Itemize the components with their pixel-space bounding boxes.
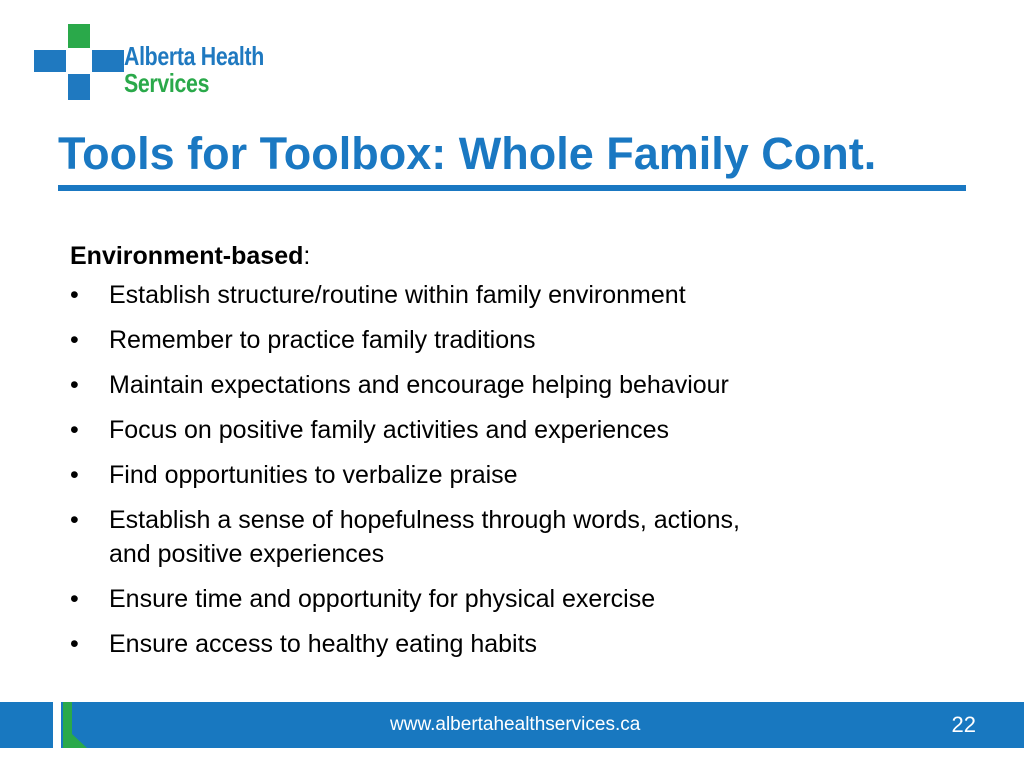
bullet-text: Establish a sense of hopefulness through words, actions, <box>109 506 740 534</box>
bullet-icon: • <box>70 506 79 534</box>
bullet-item <box>70 413 950 447</box>
bullet-item <box>70 582 950 616</box>
footer-bar <box>0 702 1024 748</box>
bullet-icon: • <box>70 416 79 444</box>
brand-name-line-2: Services <box>124 68 210 98</box>
bullet-text: Ensure time and opportunity for physical exercise <box>109 585 656 613</box>
bullet-item <box>70 503 950 571</box>
bullet-icon: • <box>70 630 79 658</box>
footer-accent-shape-icon <box>63 702 87 748</box>
bullet-icon: • <box>70 371 79 399</box>
bullet-icon: • <box>70 461 79 489</box>
bullet-item <box>70 323 950 357</box>
bullet-item <box>70 368 950 402</box>
brand-name-line-1: Alberta Health <box>124 41 264 71</box>
footer-white-stripe <box>53 702 61 748</box>
bullet-text: Focus on positive family activities and experiences <box>109 416 669 444</box>
slide-content <box>70 234 950 672</box>
slide-title: Tools for Toolbox: Whole Family Cont. <box>58 128 877 179</box>
bullet-icon: • <box>70 281 79 309</box>
alberta-health-services-logo-icon <box>34 24 124 100</box>
bullet-list <box>70 278 950 661</box>
bullet-text: Maintain expectations and encourage helping behaviour <box>109 371 729 399</box>
bullet-text: Remember to practice family traditions <box>109 326 536 354</box>
section-heading-colon: : <box>303 242 311 270</box>
bullet-text: Find opportunities to verbalize praise <box>109 461 518 489</box>
bullet-text: Establish structure/routine within family environment <box>109 281 686 309</box>
bullet-text: and positive experiences <box>109 540 385 568</box>
section-heading-label: Environment-based <box>70 242 304 270</box>
bullet-text: Ensure access to healthy eating habits <box>109 630 538 658</box>
footer-url: www.albertahealthservices.ca <box>390 714 641 735</box>
bullet-item <box>70 627 950 661</box>
brand-wordmark <box>124 43 264 97</box>
title-underline <box>58 185 966 191</box>
bullet-item <box>70 458 950 492</box>
bullet-icon: • <box>70 585 79 613</box>
section-heading <box>70 234 950 278</box>
page-number: 22 <box>951 712 976 737</box>
bullet-icon: • <box>70 326 79 354</box>
bullet-item <box>70 278 950 312</box>
